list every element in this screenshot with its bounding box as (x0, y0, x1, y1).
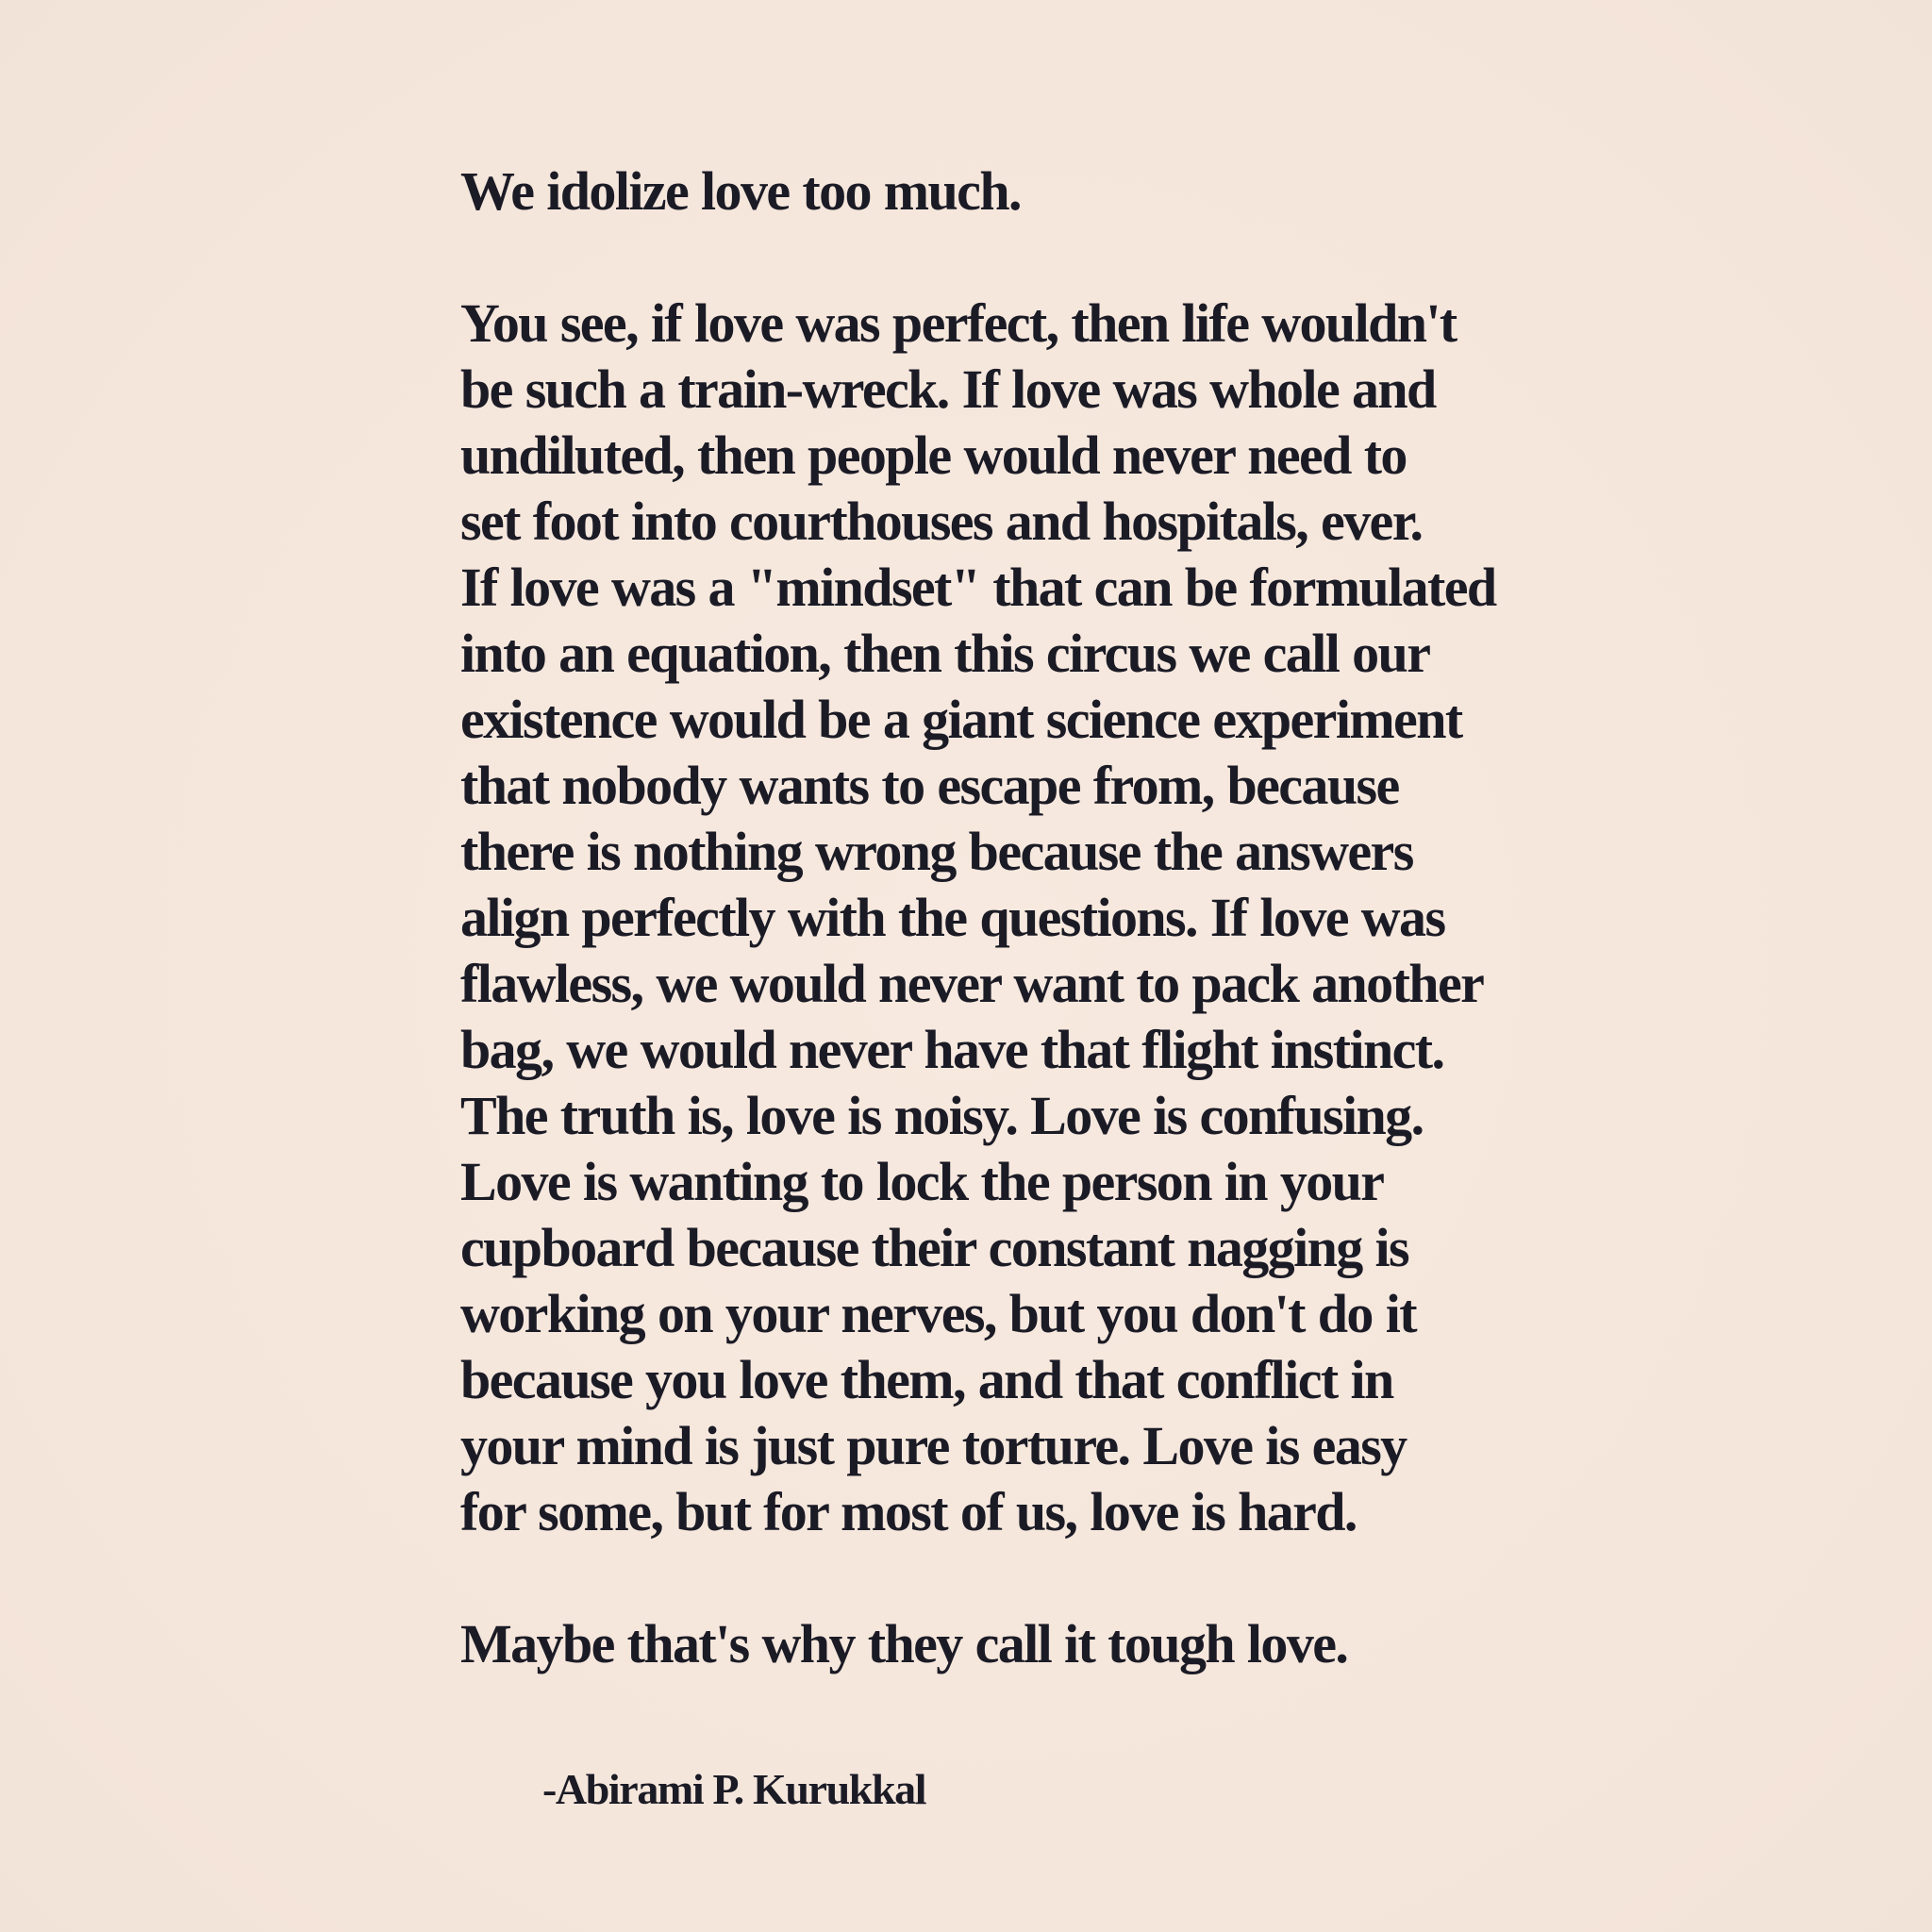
stanza-break (460, 225, 1592, 291)
poem-line: flawless, we would never want to pack another (460, 953, 1484, 1014)
poem-line: into an equation, then this circus we call our (460, 623, 1430, 684)
poem-line: You see, if love was perfect, then life wouldn't (460, 292, 1457, 354)
poem-line: your mind is just pure torture. Love is easy (460, 1415, 1407, 1476)
poem-line: bag, we would never have that flight instinct. (460, 1019, 1444, 1080)
stanza-break (460, 1545, 1592, 1611)
poem-line: The truth is, love is noisy. Love is confusing. (460, 1085, 1424, 1146)
poem-line: for some, but for most of us, love is hard. (460, 1481, 1357, 1542)
author-signature: -Abirami P. Kurukkal (542, 1765, 926, 1813)
poem-line: set foot into courthouses and hospitals, ever. (460, 491, 1423, 552)
poem-text (460, 158, 1592, 1677)
poem-line: working on your nerves, but you don't do it (460, 1283, 1416, 1344)
poem-line: align perfectly with the questions. If love was (460, 887, 1445, 948)
poem-line: existence would be a giant science experiment (460, 689, 1462, 750)
poem-line: cupboard because their constant nagging is (460, 1217, 1409, 1278)
poem-line: Love is wanting to lock the person in your (460, 1151, 1384, 1212)
poem-line: that nobody wants to escape from, because (460, 755, 1399, 816)
poem-line: because you love them, and that conflict in (460, 1349, 1393, 1410)
poem-line: be such a train-wreck. If love was whole and (460, 358, 1436, 420)
poem-line: there is nothing wrong because the answers (460, 821, 1413, 882)
poem-title-line: We idolize love too much. (460, 160, 1021, 222)
poem-line: If love was a "mindset" that can be formulated (460, 557, 1496, 618)
poem-closing-line: Maybe that's why they call it tough love. (460, 1613, 1348, 1674)
poem-line: undiluted, then people would never need to (460, 425, 1407, 486)
